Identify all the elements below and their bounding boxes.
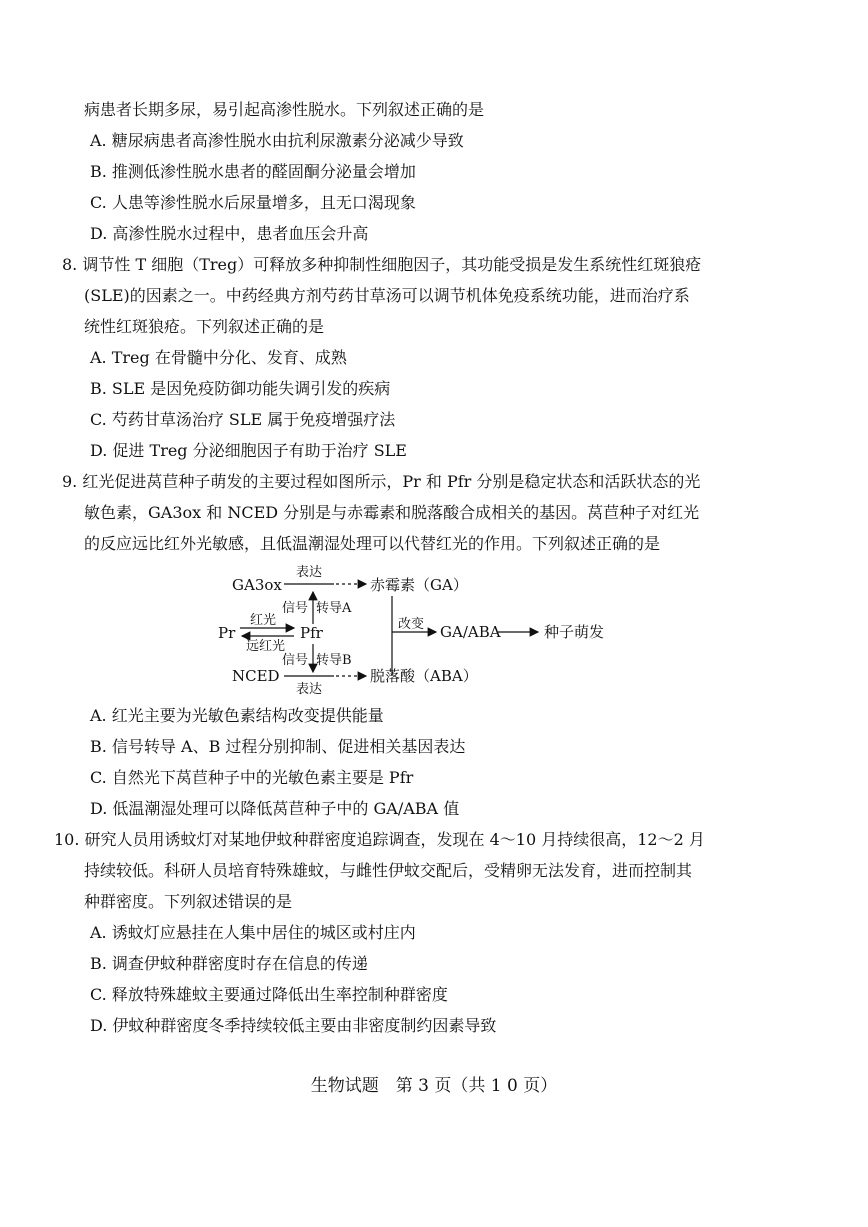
q9-option-a: A. 红光主要为光敏色素结构改变提供能量 (90, 706, 384, 725)
q7-option-b: B. 推测低渗性脱水患者的醛固酮分泌量会增加 (90, 162, 416, 181)
label-red-light: 红光 (250, 613, 277, 628)
q7-option-c: C. 人患等渗性脱水后尿量增多，且无口渴现象 (90, 193, 416, 212)
phytochrome-pathway-diagram (200, 560, 640, 700)
q7-stem-end: 病患者长期多尿，易引起高渗性脱水。下列叙述正确的是 (84, 100, 485, 119)
label-far-red: 远红光 (246, 639, 286, 654)
q7-option-d: D. 高渗性脱水过程中，患者血压会升高 (90, 224, 369, 243)
q10-option-a: A. 诱蚊灯应悬挂在人集中居住的城区或村庄内 (90, 923, 416, 942)
pr-label: Pr (218, 624, 236, 642)
q9-option-b: B. 信号转导 A、B 过程分别抑制、促进相关基因表达 (90, 737, 466, 756)
q9-stem-line-2: 敏色素，GA3ox 和 NCED 分别是与赤霉素和脱落酸合成相关的基因。莴苣种子对红光 (84, 503, 700, 522)
q10-stem-line-1: 10. 研究人员用诱蚊灯对某地伊蚊种群密度追踪调查，发现在 4～10 月持续很高，12～2 月 (54, 830, 705, 849)
pfr-label: Pfr (300, 624, 323, 642)
q10-option-c: C. 释放特殊雄蚊主要通过降低出生率控制种群密度 (90, 985, 448, 1004)
label-express-top: 表达 (296, 565, 323, 580)
q9-stem-line-1: 9. 红光促进莴苣种子萌发的主要过程如图所示，Pr 和 Pfr 分别是稳定状态和活跃状态的光 (62, 472, 701, 491)
label-change: 改变 (398, 617, 425, 632)
label-transduce-a: 转导A (316, 601, 352, 616)
label-transduce-b: 转导B (316, 653, 352, 668)
q8-option-b: B. SLE 是因免疫防御功能失调引发的疾病 (90, 379, 391, 398)
q8-stem-line-3: 统性红斑狼疮。下列叙述正确的是 (84, 317, 325, 336)
ga-label: 赤霉素（GA） (370, 576, 468, 594)
gene-nced: NCED (232, 667, 280, 685)
page-footer: 生物试题 第 3 页（共 1 0 页） (310, 1076, 558, 1096)
q8-option-a: A. Treg 在骨髓中分化、发育、成熟 (90, 348, 347, 367)
q7-option-a: A. 糖尿病患者高渗性脱水由抗利尿激素分泌减少导致 (90, 131, 464, 150)
ratio-label: GA/ABA (440, 623, 501, 641)
germination-label: 种子萌发 (544, 623, 605, 641)
q9-option-c: C. 自然光下莴苣种子中的光敏色素主要是 Pfr (90, 768, 414, 787)
q8-option-d: D. 促进 Treg 分泌细胞因子有助于治疗 SLE (90, 441, 407, 460)
q10-stem-line-3: 种群密度。下列叙述错误的是 (84, 892, 293, 911)
q8-stem-line-2: (SLE)的因素之一。中药经典方剂芍药甘草汤可以调节机体免疫系统功能，进而治疗系 (84, 286, 690, 305)
label-express-bottom: 表达 (296, 682, 323, 697)
q8-stem-line-1: 8. 调节性 T 细胞（Treg）可释放多种抑制性细胞因子，其功能受损是发生系统性红斑狼疮 (62, 255, 702, 274)
label-signal-b: 信号 (282, 653, 309, 668)
q10-stem-line-2: 持续较低。科研人员培育特殊雄蚊，与雌性伊蚊交配后，受精卵无法发育，进而控制其 (84, 861, 693, 880)
q9-stem-line-3: 的反应远比红外光敏感，且低温潮湿处理可以代替红光的作用。下列叙述正确的是 (84, 534, 661, 553)
gene-ga3ox: GA3ox (232, 576, 282, 594)
q10-option-d: D. 伊蚊种群密度冬季持续较低主要由非密度制约因素导致 (90, 1016, 497, 1035)
q8-option-c: C. 芍药甘草汤治疗 SLE 属于免疫增强疗法 (90, 410, 396, 429)
aba-label: 脱落酸（ABA） (370, 667, 478, 685)
q9-option-d: D. 低温潮湿处理可以降低莴苣种子中的 GA/ABA 值 (90, 799, 460, 818)
label-signal-a: 信号 (282, 601, 309, 616)
q10-option-b: B. 调查伊蚊种群密度时存在信息的传递 (90, 954, 368, 973)
